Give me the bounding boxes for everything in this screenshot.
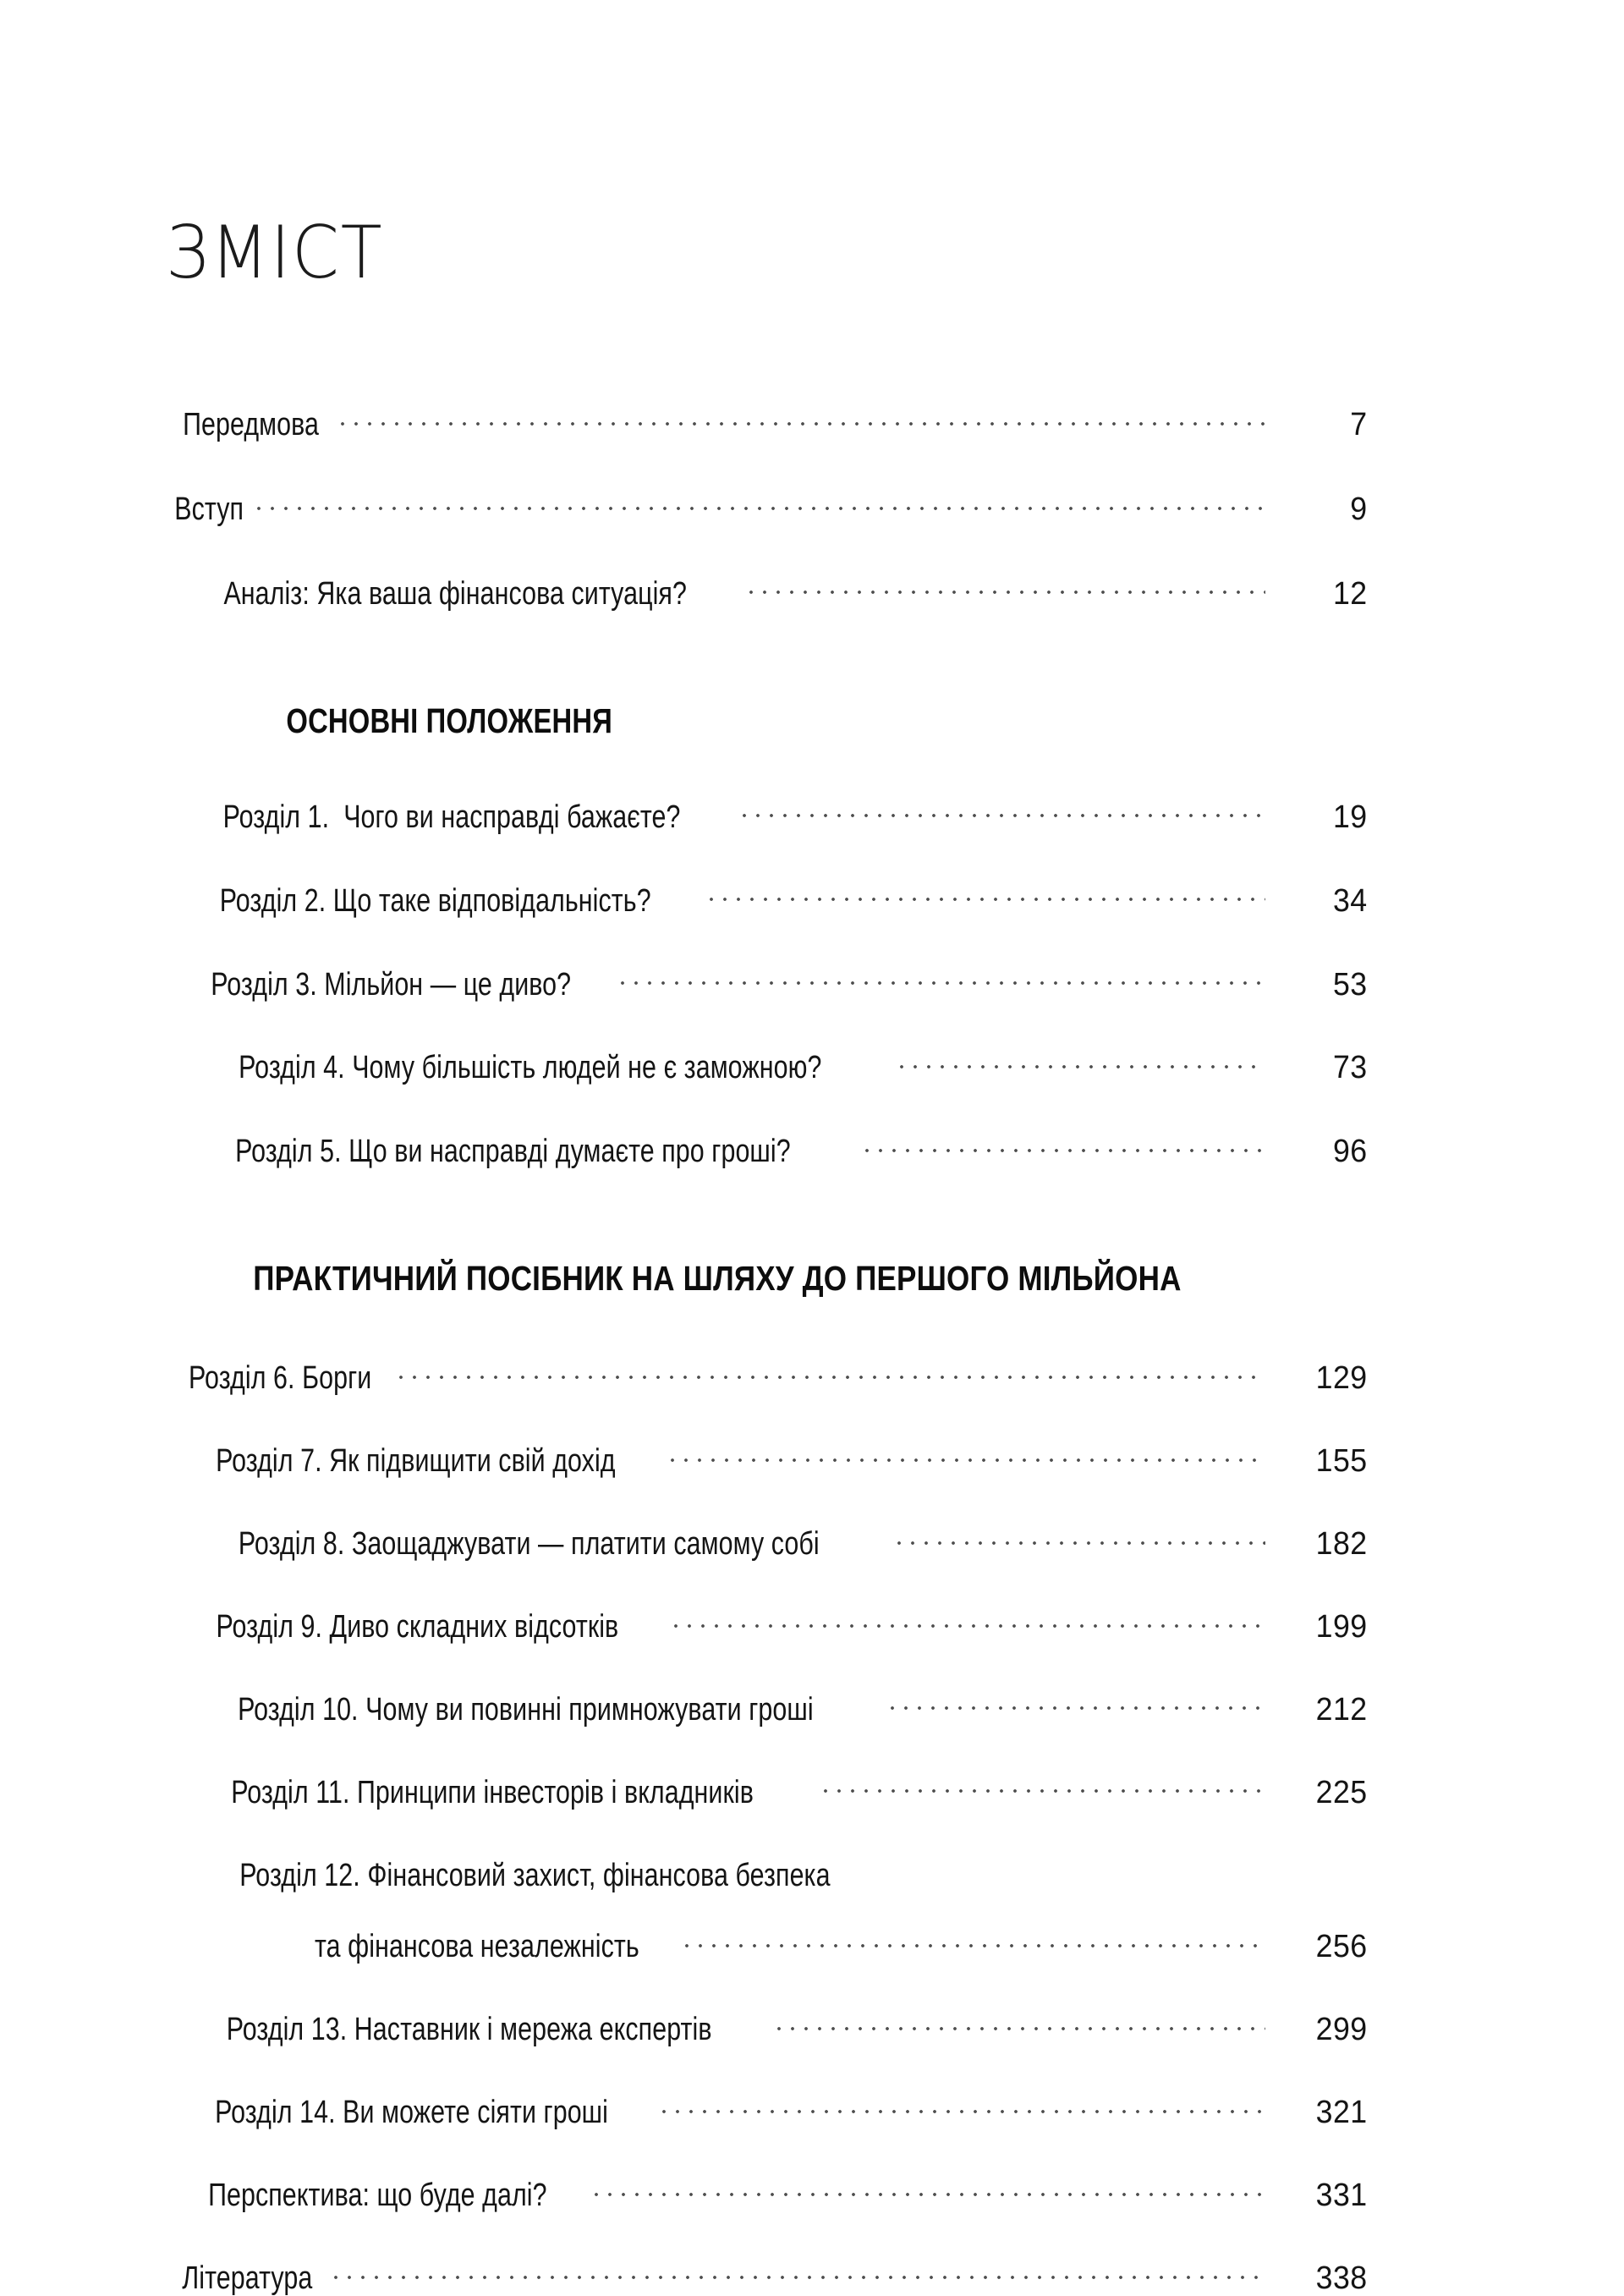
toc-entry-label: Розділ 12. Фінансовий захист, фінансова безпека: [239, 1857, 831, 1893]
leader-dots: [399, 1356, 1265, 1388]
leader-dots: [824, 1771, 1265, 1803]
leader-dots: [621, 963, 1265, 995]
leader-dots: [685, 1925, 1265, 1957]
toc-entry-page-number: 73: [1332, 1050, 1368, 1086]
leader-dots: [341, 403, 1265, 435]
leader-dots: [595, 2173, 1265, 2205]
toc-entry-vstup[interactable]: [166, 487, 1370, 527]
toc-entry-chapter-2[interactable]: [166, 879, 1370, 919]
section-osnovni-polozhennya: [166, 700, 1370, 1170]
toc-entry-page-number: 129: [1315, 1360, 1368, 1397]
page-title: ЗМІСТ: [166, 211, 384, 295]
toc-entry-page-number: 34: [1332, 882, 1368, 919]
toc-entry-page-number: 331: [1315, 2178, 1368, 2214]
toc-entry-chapter-1[interactable]: [166, 795, 1370, 835]
toc-entry-page-number: 212: [1315, 1691, 1368, 1727]
toc-entry-chapter-12-line2[interactable]: [166, 1925, 1370, 1964]
front-matter-group: [166, 403, 1370, 612]
leader-dots: [662, 2090, 1265, 2123]
section-heading: ОСНОВНІ ПОЛОЖЕННЯ: [286, 700, 612, 740]
toc-entry-chapter-11[interactable]: [166, 1771, 1370, 1810]
toc-entry-label: Розділ 11. Принципи інвесторів і вкладників: [231, 1774, 754, 1810]
toc-content-frame: [166, 0, 1370, 2296]
toc-entry-page-number: 9: [1350, 491, 1368, 527]
toc-entry-label: Розділ 2. Що таке відповідальність?: [219, 882, 651, 919]
toc-entry-chapter-7[interactable]: [166, 1439, 1370, 1479]
toc-entry-analiz[interactable]: [166, 572, 1370, 612]
leader-dots: [743, 795, 1265, 827]
leader-dots: [674, 1605, 1265, 1637]
leader-dots: [777, 2008, 1265, 2040]
toc-entry-page-number: 19: [1332, 799, 1368, 835]
toc-entry-page-number: 225: [1315, 1774, 1368, 1810]
toc-entry-label: Розділ 6. Борги: [189, 1360, 372, 1397]
toc-entry-chapter-14[interactable]: [166, 2090, 1370, 2130]
toc-entry-page-number: 182: [1315, 1526, 1368, 1562]
toc-entry-label: Розділ 1. Чого ви насправді бажаєте?: [222, 799, 681, 835]
toc-entry-label: Розділ 3. Мільйон — це диво?: [211, 966, 572, 1002]
toc-entry-chapter-8[interactable]: [166, 1522, 1370, 1562]
toc-entry-label: Розділ 9. Диво складних відсотків: [216, 1608, 619, 1645]
toc-entry-chapter-3[interactable]: [166, 963, 1370, 1002]
toc-entry-page-number: 256: [1315, 1929, 1368, 1965]
toc-entry-literatura[interactable]: [166, 2256, 1370, 2296]
toc-entry-label: Передмова: [183, 407, 319, 442]
toc-entry-label: Література: [182, 2260, 313, 2296]
toc-entry-label: Розділ 10. Чому ви повинні примножувати гроші: [238, 1691, 814, 1727]
toc-entry-label: Розділ 8. Заощаджувати — платити самому собі: [238, 1526, 820, 1562]
leader-dots: [900, 1046, 1265, 1078]
toc-entry-chapter-13[interactable]: [166, 2008, 1370, 2047]
leader-dots: [897, 1522, 1265, 1554]
toc-entry-label: Перспектива: що буде далі?: [208, 2178, 547, 2214]
toc-entry-peredmova[interactable]: [166, 403, 1370, 442]
toc-entry-label-continued: та фінансова незалежність: [314, 1929, 639, 1965]
leader-dots: [891, 1688, 1265, 1720]
toc-entry-chapter-12-line1[interactable]: [166, 1854, 1370, 1893]
toc-entry-label: Розділ 4. Чому більшість людей не є заможною?: [239, 1050, 822, 1086]
toc-entry-page-number: 199: [1315, 1608, 1368, 1645]
toc-entry-page-number: 338: [1315, 2260, 1368, 2296]
section-heading: ПРАКТИЧНИЙ ПОСІБНИК НА ШЛЯХУ ДО ПЕРШОГО МІЛЬЙОНА: [253, 1259, 1182, 1299]
toc-entry-page-number: 53: [1332, 966, 1368, 1002]
toc-entry-chapter-6[interactable]: [166, 1356, 1370, 1396]
toc-entry-chapter-9[interactable]: [166, 1605, 1370, 1645]
toc-entry-page-number: 321: [1315, 2095, 1368, 2131]
toc-entry-chapter-10[interactable]: [166, 1688, 1370, 1727]
toc-entry-chapter-4[interactable]: [166, 1046, 1370, 1085]
leader-dots: [749, 572, 1265, 604]
toc-entry-label: Розділ 7. Як підвищити свій дохід: [216, 1443, 616, 1480]
leader-dots: [257, 487, 1265, 519]
toc-entry-label: Розділ 5. Що ви насправді думаєте про гроші?: [235, 1134, 791, 1170]
toc-entry-label: Аналіз: Яка ваша фінансова ситуація?: [223, 575, 687, 612]
toc-entry-page-number: 299: [1315, 2012, 1368, 2048]
toc-entry-perspektyva[interactable]: [166, 2173, 1370, 2213]
toc-entry-label: Вступ: [174, 491, 244, 527]
toc-entry-page-number: 12: [1332, 575, 1368, 612]
toc-entry-page-number: 155: [1315, 1443, 1368, 1480]
section-praktychnyi-posibnyk: [166, 1261, 1370, 2296]
toc-entry-label: Розділ 13. Наставник і мережа експертів: [226, 2012, 712, 2048]
toc-entry-page-number: 7: [1350, 407, 1368, 442]
leader-dots: [334, 2256, 1265, 2288]
toc-entry-label: Розділ 14. Ви можете сіяти гроші: [215, 2095, 608, 2131]
leader-dots: [865, 1129, 1265, 1162]
leader-dots: [671, 1439, 1265, 1471]
toc-entry-chapter-5[interactable]: [166, 1129, 1370, 1169]
leader-dots: [710, 879, 1265, 911]
toc-entry-page-number: 96: [1332, 1134, 1368, 1170]
